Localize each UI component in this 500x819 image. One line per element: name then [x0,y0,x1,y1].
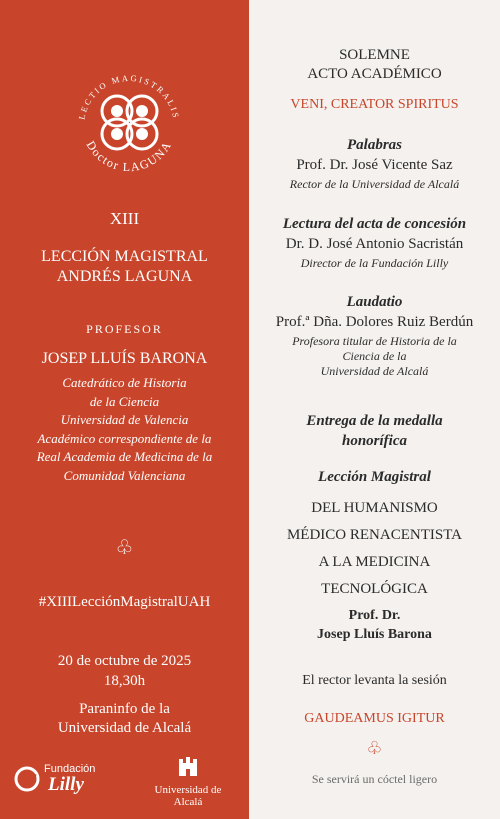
laudatio-role-line: Universidad de Alcalá [320,364,429,378]
laudatio-role [249,334,500,379]
laudatio-name: Prof.ª Dña. Dolores Ruiz Berdún [275,314,474,330]
event-time: 18,30h [103,673,146,689]
speaker-name: JOSEP LLUÍS BARONA [41,350,208,367]
lecture-title-line2: ANDRÉS LAGUNA [56,268,193,285]
lilly-logo-top: Fundación [44,763,96,775]
venue-line1: Paraninfo de la [79,701,170,717]
veni-creator: VENI, CREATOR SPIRITUS [290,97,459,112]
entrega-line: honorífica [341,433,407,449]
program-heading-line2: ACTO ACADÉMICO [307,66,442,82]
laudatio-role-line: Ciencia de la [342,349,407,363]
affiliation-line: Real Academia de Medicina de la [36,449,213,464]
program-heading-line1: SOLEMNE [339,47,410,63]
emblem-icon [70,64,188,182]
lecture-title-line1: LECCIÓN MAGISTRAL [41,248,208,265]
lilly-swoosh-icon [14,766,40,792]
leccion-subject-line: DEL HUMANISMO [311,500,438,516]
emblem-ring-text: LECTIO MAGISTRALIS [76,72,182,121]
leccion-subject [249,495,500,603]
palabras-title: Palabras [346,137,402,153]
leccion-subject-line: MÉDICO RENACENTISTA [286,527,463,543]
gaudeamus: GAUDEAMUS IGITUR [304,711,445,726]
laudatio-role-line: Profesora titular de Historia de la [292,334,457,348]
rector-closing: El rector levanta la sesión [302,673,447,688]
coctel-note: Se servirá un cóctel ligero [311,772,438,786]
affiliation-line: Comunidad Valenciana [63,467,186,483]
club-ornament-icon: ♧ [115,537,134,559]
left-panel [0,0,249,819]
lecturer-name: Josep Lluís Barona [317,627,432,642]
svg-text:LECTIO MAGISTRALIS [76,73,181,121]
lectio-magistralis-emblem [70,64,188,182]
emblem-name-text: Doctor LAGUNA [83,138,175,175]
lectura-title: Lectura del acta de concesión [282,216,467,232]
laudatio-title: Laudatio [346,294,403,310]
lectura-role: Director de la Fundación Lilly [300,256,449,270]
affiliation-line: Universidad de Valencia [60,412,189,427]
lilly-logo-bottom: Lilly [48,774,84,795]
lecturer-prefix: Prof. Dr. [348,608,401,623]
leccion-subject-line: A LA MEDICINA [318,554,431,570]
club-ornament-icon: ♧ [366,738,383,758]
affiliation-line: de la Ciencia [89,393,160,409]
affiliation-line: Académico correspondiente de la [37,430,212,446]
venue-line2: Universidad de Alcalá [57,720,192,736]
lecture-number: XIII [109,209,140,228]
palabras-name: Prof. Dr. José Vicente Saz [296,157,453,173]
speaker-affiliation [0,374,249,485]
palabras-role: Rector de la Universidad de Alcalá [289,177,460,191]
leccion-subject-line: TECNOLÓGICA [321,581,428,597]
uah-logo [140,756,236,808]
entrega-line: Entrega de la medalla [306,413,443,429]
entrega-title [249,411,500,451]
role-label: PROFESOR [86,322,163,336]
event-date: 20 de octubre de 2025 [57,653,192,669]
event-hashtag: #XIIILecciónMagistralUAH [38,594,211,610]
uah-crest-icon [176,756,200,778]
leccion-title: Lección Magistral [318,469,431,485]
right-panel [249,0,500,819]
lectura-name: Dr. D. José Antonio Sacristán [285,236,464,252]
affiliation-line: Catedrático de Historia [62,375,187,390]
fundacion-lilly-logo [14,760,114,800]
uah-logo-text: Universidad de Alcalá [154,784,222,808]
